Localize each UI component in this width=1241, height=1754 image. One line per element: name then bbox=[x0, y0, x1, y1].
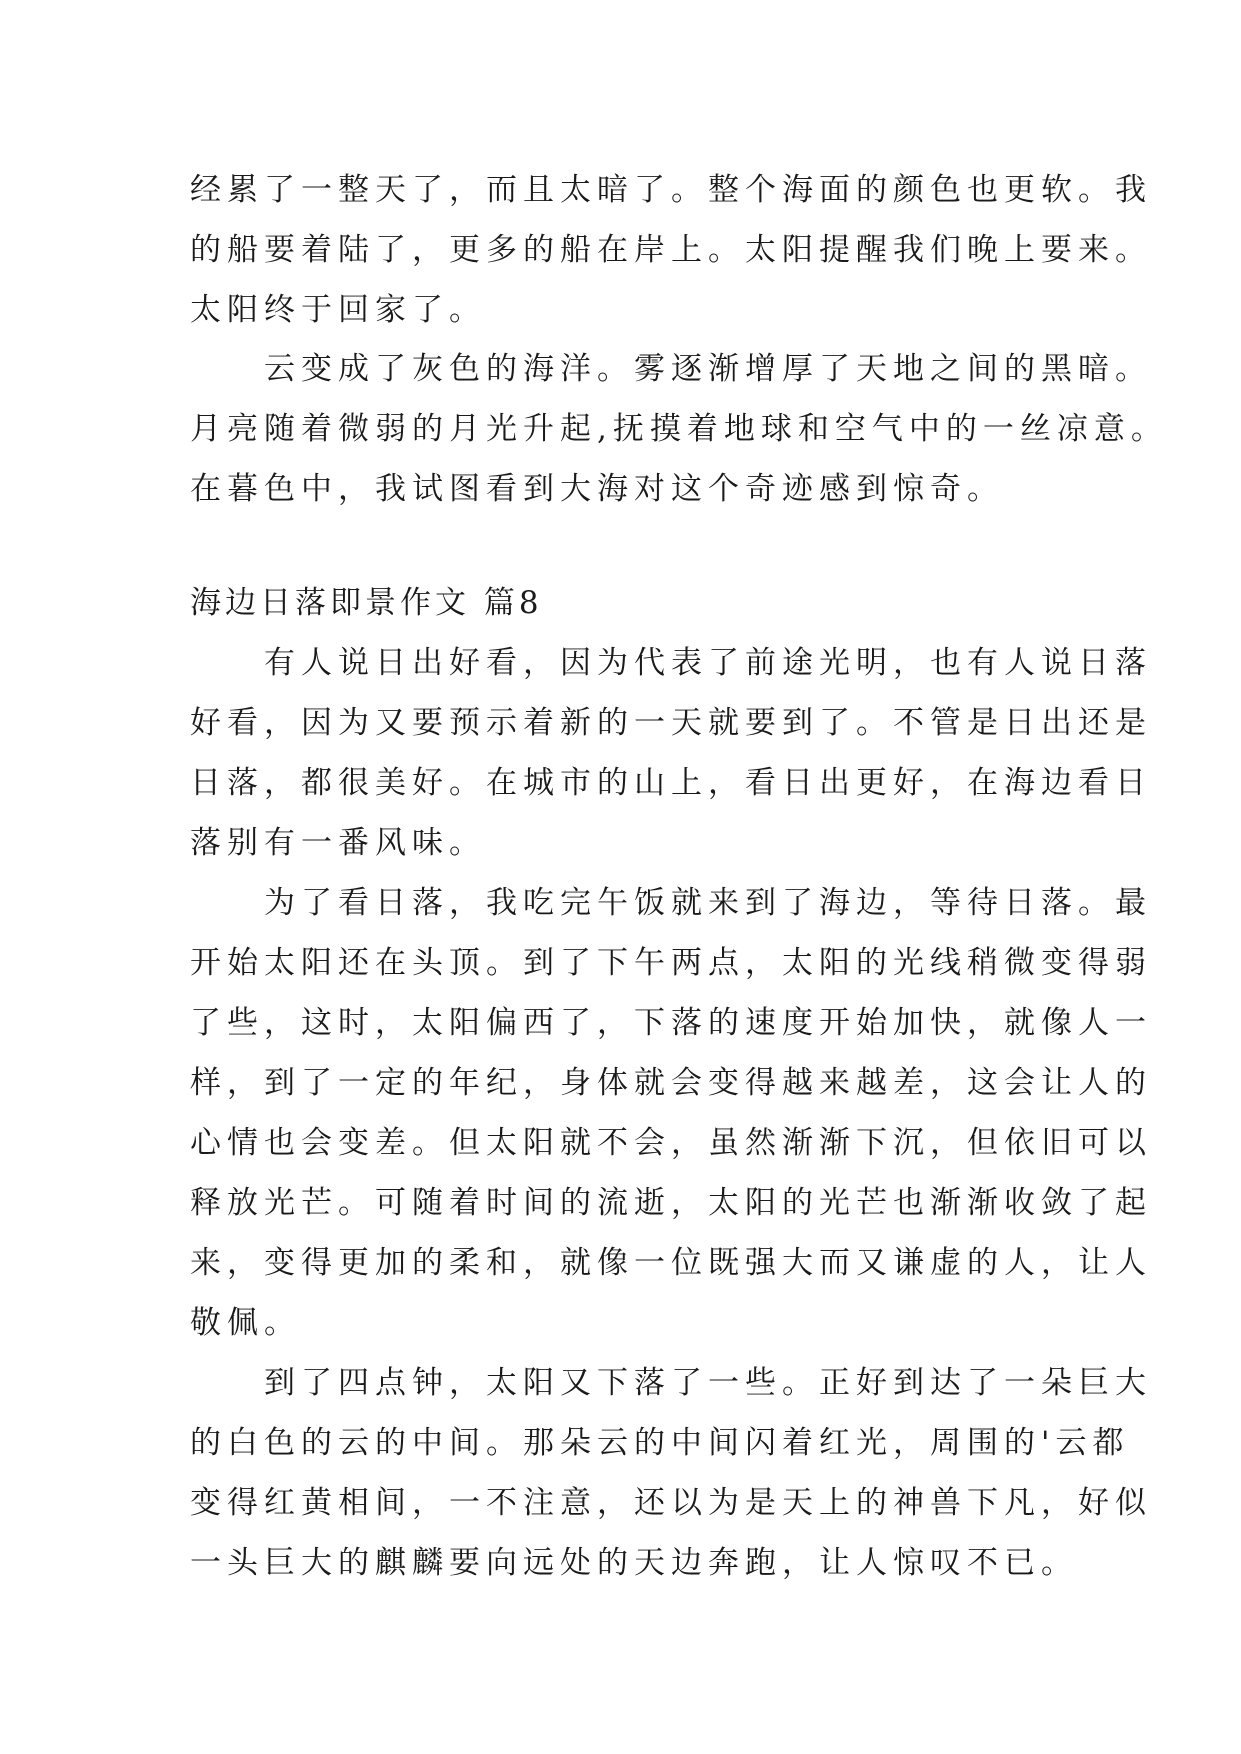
text-line: 了些，这时，太阳偏西了，下落的速度开始加快，就像人一 bbox=[190, 1005, 1152, 1041]
text-line: 在暮色中，我试图看到大海对这个奇迹感到惊奇。 bbox=[190, 471, 1004, 507]
text-line: 太阳终于回家了。 bbox=[190, 292, 486, 328]
text-line: 开始太阳还在头顶。到了下午两点，太阳的光线稍微变得弱 bbox=[190, 945, 1152, 981]
text-line: 来，变得更加的柔和，就像一位既强大而又谦虚的人，让人 bbox=[190, 1245, 1152, 1281]
text-line: 敬佩。 bbox=[190, 1305, 301, 1341]
text-line: 落别有一番风味。 bbox=[190, 825, 486, 861]
text-line: 好看，因为又要预示着新的一天就要到了。不管是日出还是 bbox=[190, 705, 1152, 741]
text-line: 为了看日落，我吃完午饭就来到了海边，等待日落。最 bbox=[190, 885, 1152, 921]
text-line: 样，到了一定的年纪，身体就会变得越来越差，这会让人的 bbox=[190, 1065, 1152, 1101]
text-line: 一头巨大的麒麟要向远处的天边奔跑，让人惊叹不已。 bbox=[190, 1545, 1078, 1581]
text-line: 心情也会变差。但太阳就不会，虽然渐渐下沉，但依旧可以 bbox=[190, 1125, 1152, 1161]
text-line: 云变成了灰色的海洋。雾逐渐增厚了天地之间的黑暗。 bbox=[190, 351, 1152, 387]
text-line: 变得红黄相间，一不注意，还以为是天上的神兽下凡，好似 bbox=[190, 1485, 1152, 1521]
text-line: 有人说日出好看，因为代表了前途光明，也有人说日落 bbox=[190, 645, 1152, 681]
text-line: 的白色的云的中间。那朵云的中间闪着红光，周围的'云都 bbox=[190, 1425, 1130, 1461]
section-heading: 海边日落即景作文 篇8 bbox=[190, 585, 543, 621]
text-line: 月亮随着微弱的月光升起,抚摸着地球和空气中的一丝凉意。 bbox=[190, 411, 1168, 447]
text-line: 经累了一整天了，而且太暗了。整个海面的颜色也更软。我 bbox=[190, 172, 1152, 208]
text-line: 释放光芒。可随着时间的流逝，太阳的光芒也渐渐收敛了起 bbox=[190, 1185, 1152, 1221]
text-line: 日落，都很美好。在城市的山上，看日出更好，在海边看日 bbox=[190, 765, 1152, 801]
text-line: 到了四点钟，太阳又下落了一些。正好到达了一朵巨大 bbox=[190, 1365, 1152, 1401]
text-line: 的船要着陆了，更多的船在岸上。太阳提醒我们晚上要来。 bbox=[190, 232, 1152, 268]
